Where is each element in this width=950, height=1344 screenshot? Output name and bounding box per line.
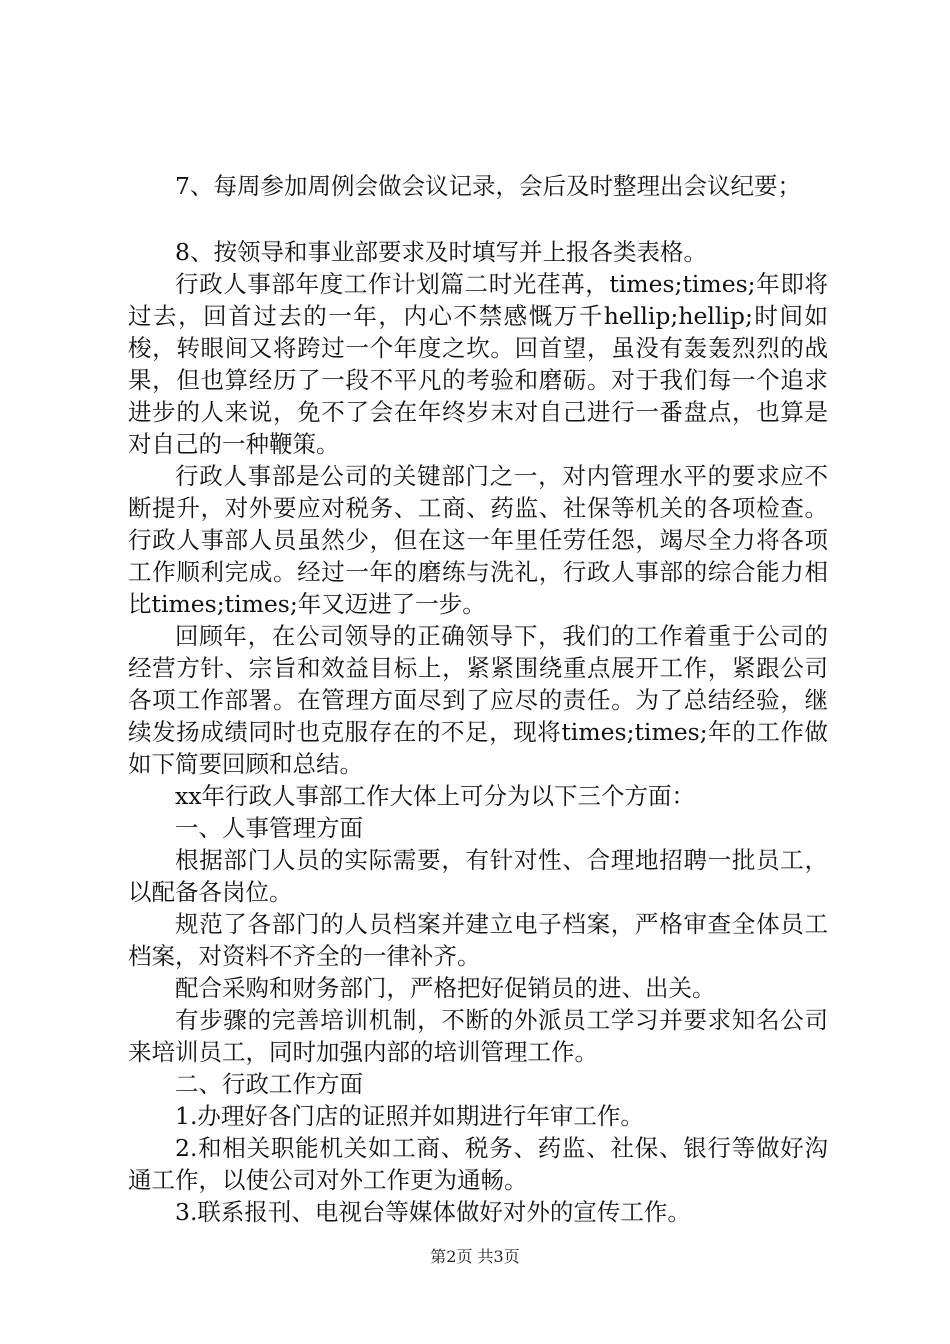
paragraph-admin-1: 1.办理好各门店的证照并如期进行年审工作。 (175, 1102, 644, 1130)
page-footer: 第2页 共3页 (430, 1247, 520, 1266)
paragraph-hr-promoters: 配合采购和财务部门，严格把好促销员的进、出关。 (175, 974, 716, 1002)
paragraph-review: 回顾年，在公司领导的正确领导下，我们的工作着重于公司的经营方针、宗旨和效益目标上，紧紧围绕重点展开工作，紧跟公司各项工作部署。在管理方面尽到了应尽的责任。为了总结经验，继续发扬成绩同时也克服存在的不足，现将times;times;年的工作做如下简要回顾和总结。 (128, 622, 828, 778)
paragraph-admin-2: 2.和相关职能机关如工商、税务、药监、社保、银行等做好沟通工作，以使公司对外工作更为通畅。 (128, 1134, 828, 1194)
paragraph-item-7: 7、每周参加周例会做会议记录，会后及时整理出会议纪要； (175, 172, 801, 200)
paragraph-admin-3: 3.联系报刊、电视台等媒体做好对外的宣传工作。 (175, 1198, 691, 1226)
document-body (128, 170, 828, 1228)
section-heading-hr: 一、人事管理方面 (175, 814, 363, 842)
paragraph-department: 行政人事部是公司的关键部门之一，对内管理水平的要求应不断提升，对外要应对税务、工商、药监、社保等机关的各项检查。行政人事部人员虽然少，但在这一年里任劳任怨，竭尽全力将各项工作顺利完成。经过一年的磨练与洗礼，行政人事部的综合能力相比times;times;年又迈进了一步。 (128, 462, 828, 618)
paragraph-item-8: 8、按领导和事业部要求及时填写并上报各类表格。 (175, 238, 707, 266)
paragraph-overview: xx年行政人事部工作大体上可分为以下三个方面： (175, 782, 696, 810)
paragraph-hr-archives: 规范了各部门的人员档案并建立电子档案，严格审查全体员工档案，对资料不齐全的一律补齐。 (128, 910, 828, 970)
section-heading-admin: 二、行政工作方面 (175, 1070, 363, 1098)
paragraph-intro: 行政人事部年度工作计划篇二时光荏苒，times;times;年即将过去，回首过去的一年，内心不禁感慨万千hellip;hellip;时间如梭，转眼间又将跨过一个年度之坎。回首望，虽没有轰轰烈烈的战果，但也算经历了一段不平凡的考验和磨砺。对于我们每一个追求进步的人来说，免不了会在年终岁末对自己进行一番盘点，也算是对自己的一种鞭策。 (128, 270, 828, 458)
paragraph-hr-training: 有步骤的完善培训机制，不断的外派员工学习并要求知名公司来培训员工，同时加强内部的培训管理工作。 (128, 1006, 828, 1066)
paragraph-hr-recruit: 根据部门人员的实际需要，有针对性、合理地招聘一批员工，以配备各岗位。 (128, 846, 828, 906)
